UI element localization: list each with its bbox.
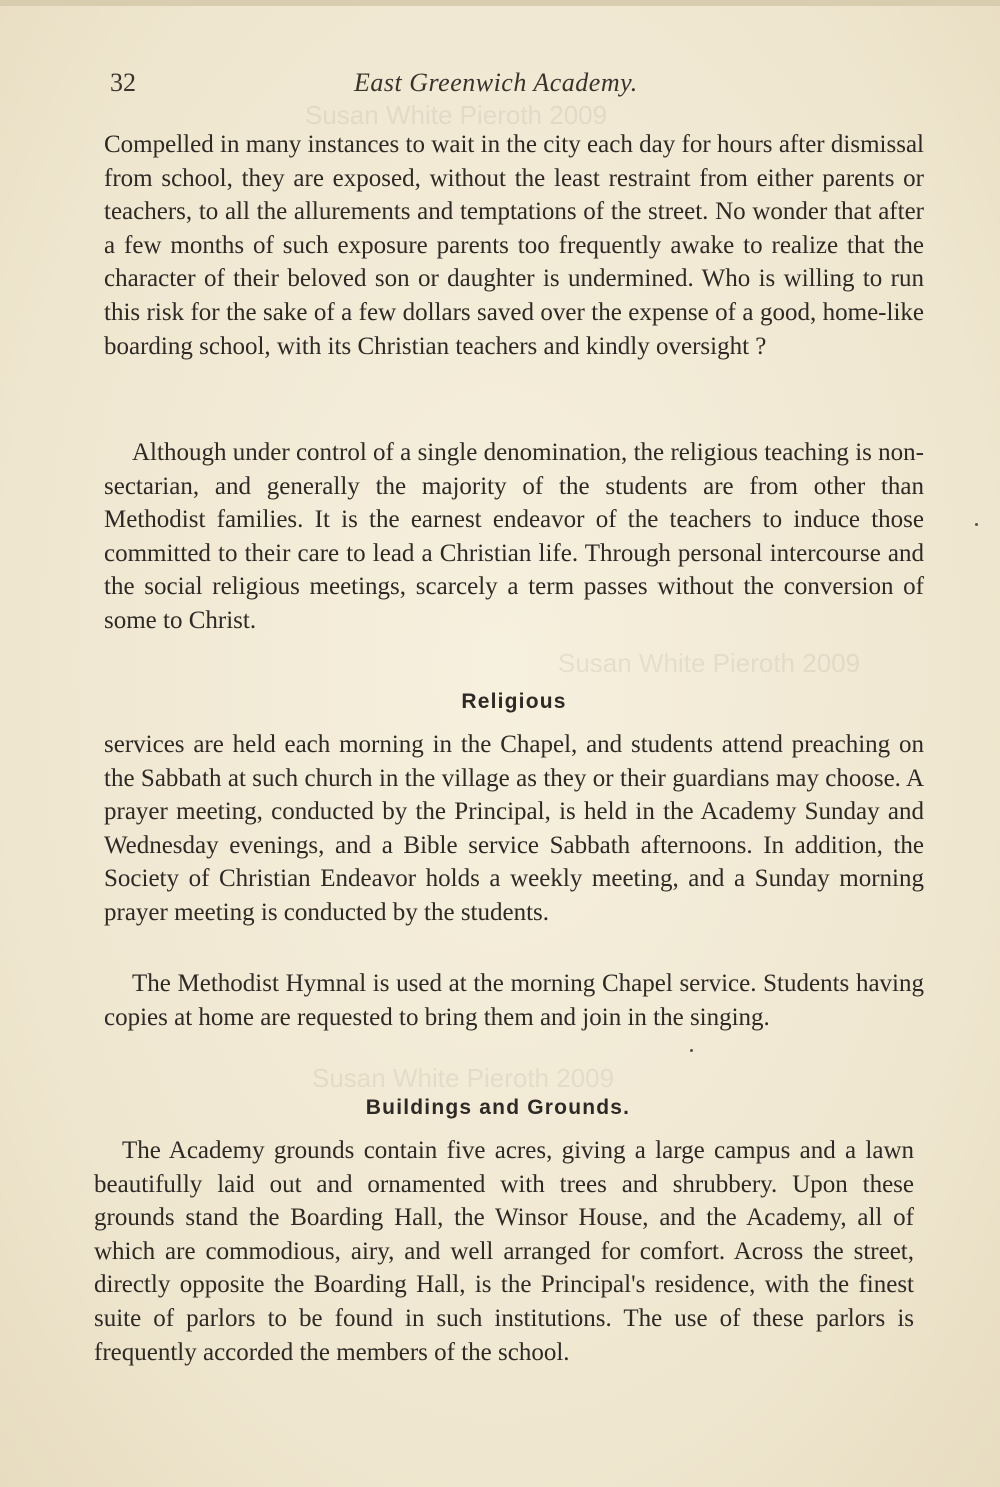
running-title: East Greenwich Academy. [354,68,638,97]
paragraph-religious-services: services are held each morning in the Chapel, and students attend preaching on the Sabbath at such church in the village as they or their guardians may choose. A prayer meeting, conducted by the Principal, is held in the Academy Sunday and Wednesday evenings, and a Bible service Sabbath afternoons. In addition, the Society of Christian Endeavor holds a weekly meeting, and a Sunday morning prayer meeting is conducted by the students. [104,731,924,926]
paper-speck [690,1049,693,1052]
watermark: Susan White Pieroth 2009 [305,100,608,130]
page-edge [0,0,1000,6]
page-number: 32 [110,68,136,97]
paragraph-hymnal: The Methodist Hymnal is used at the morning Chapel service. Students having copies at home are requested to bring them and join in the singing. [104,970,924,1031]
watermark: Susan White Pieroth 2009 [558,648,861,678]
section-heading-buildings-and-grounds: Buildings and Grounds. [365,1096,631,1119]
paragraph-academy-grounds: The Academy grounds contain five acres, giving a large campus and a lawn beautifully laid out and ornamented with trees and shrubbery. Upon these grounds stand the Boarding Hall, the Winsor House, and the Academy, all of which are commodious, airy, and well arranged for comfort. Across the street, directly opposite the Boarding Hall, is the Principal's residence, with the finest suite of parlors to be found in such institutions. The use of these parlors is frequently accorded the members of the school. [94,1137,914,1366]
section-heading-religious: Religious [461,690,567,713]
paper-speck [975,523,978,526]
paragraph-religious-teaching: Although under control of a single denomination, the religious teaching is non-sectarian, and generally the majority of the students are from other than Methodist families. It is the earnest endeavor of the teachers to induce those committed to their care to lead a Christian life. Through personal intercourse and the social religious meetings, scarcely a term passes without the conversion of some to Christ. [104,439,924,634]
watermark: Susan White Pieroth 2009 [312,1063,615,1093]
paragraph-commuting-students: Compelled in many instances to wait in the city each day for hours after dismissal from school, they are exposed, without the least restraint from either parents or teachers, to all the allurements and temptations of the street. No wonder that after a few months of such exposure parents too frequently awake to realize that the character of their beloved son or daughter is undermined. Who is willing to run this risk for the sake of a few dollars saved over the expense of a good, home-like boarding school, with its Christian teachers and kindly oversight ? [104,131,924,360]
